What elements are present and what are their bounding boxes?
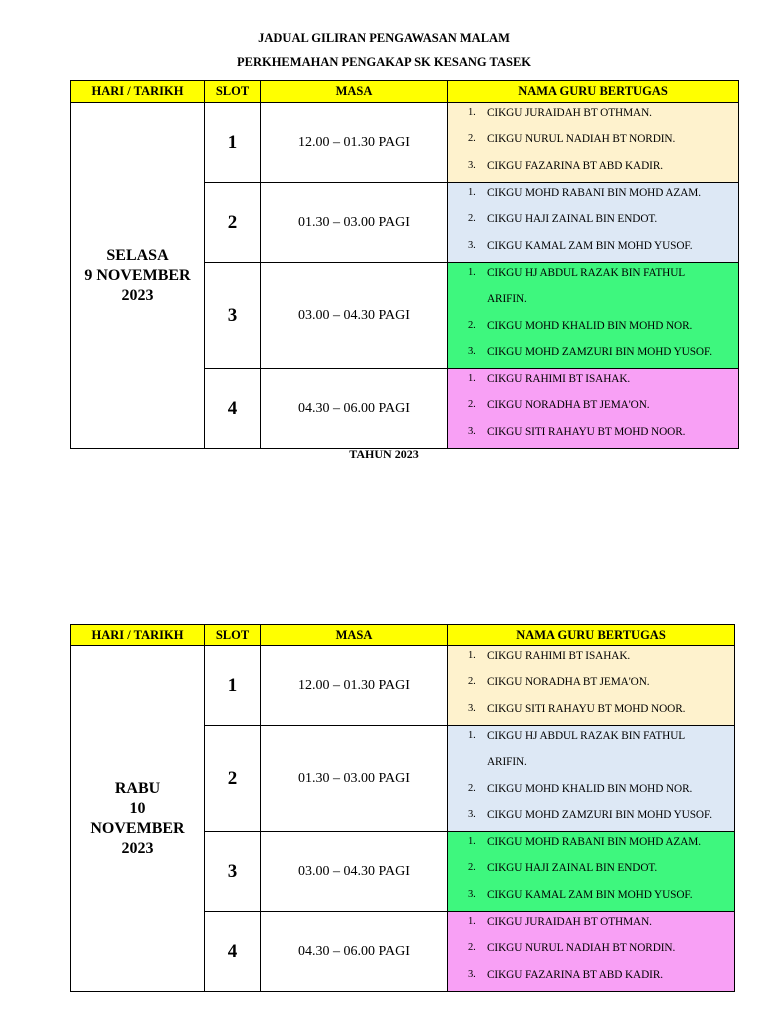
list-item: 3. CIKGU FAZARINA BT ABD KADIR. xyxy=(468,968,663,981)
slot-time: 03.00 – 04.30 PAGI xyxy=(261,832,448,912)
schedule-table-selasa xyxy=(70,80,739,449)
teacher-list xyxy=(448,263,739,369)
slot-number: 4 xyxy=(205,912,261,992)
teacher-list xyxy=(448,369,739,449)
slot-time: 03.00 – 04.30 PAGI xyxy=(261,263,448,369)
slot-number: 1 xyxy=(205,646,261,726)
day-date-cell xyxy=(71,103,205,449)
list-item: 3. CIKGU KAMAL ZAM BIN MOHD YUSOF. xyxy=(468,239,693,252)
teacher-list xyxy=(448,832,735,912)
slot-number: 4 xyxy=(205,369,261,449)
list-item: 1. CIKGU HJ ABDUL RAZAK BIN FATHUL xyxy=(468,729,686,742)
header-time: MASA xyxy=(261,625,448,646)
teacher-list xyxy=(448,183,739,263)
header-names: NAMA GURU BERTUGAS xyxy=(448,625,735,646)
list-item: 1. CIKGU MOHD RABANI BIN MOHD AZAM. xyxy=(468,186,701,199)
day-name: RABU xyxy=(114,779,161,797)
slot-time: 04.30 – 06.00 PAGI xyxy=(261,369,448,449)
teacher-list xyxy=(448,646,735,726)
header-day: HARI / TARIKH xyxy=(71,625,205,646)
list-item: 1. CIKGU RAHIMI BT ISAHAK. xyxy=(468,649,631,662)
day-date: 9 NOVEMBER xyxy=(84,266,191,284)
list-item: 1. CIKGU JURAIDAH BT OTHMAN. xyxy=(468,106,652,119)
header-day: HARI / TARIKH xyxy=(71,81,205,103)
teacher-list xyxy=(448,726,735,832)
list-item: 3. CIKGU MOHD ZAMZURI BIN MOHD YUSOF. xyxy=(468,346,712,358)
list-item-continuation: ARIFIN. xyxy=(487,293,527,305)
list-item: 2. CIKGU NURUL NADIAH BT NORDIN. xyxy=(468,942,676,955)
list-item: 3. CIKGU SITI RAHAYU BT MOHD NOOR. xyxy=(468,702,686,715)
list-item: 3. CIKGU FAZARINA BT ABD KADIR. xyxy=(468,159,663,172)
list-item: 3. CIKGU MOHD ZAMZURI BIN MOHD YUSOF. xyxy=(468,809,712,821)
list-item: 2. CIKGU HAJI ZAINAL BIN ENDOT. xyxy=(468,862,658,875)
list-item: 1. CIKGU MOHD RABANI BIN MOHD AZAM. xyxy=(468,835,701,848)
list-item: 2. CIKGU NORADHA BT JEMA'ON. xyxy=(468,399,650,412)
list-item: 1. CIKGU JURAIDAH BT OTHMAN. xyxy=(468,915,652,928)
day-year: 2023 xyxy=(121,839,154,857)
day-name: SELASA xyxy=(106,246,169,264)
slot-time: 01.30 – 03.00 PAGI xyxy=(261,726,448,832)
list-item: 1. CIKGU RAHIMI BT ISAHAK. xyxy=(468,372,631,385)
slot-number: 1 xyxy=(205,103,261,183)
table-row xyxy=(71,646,735,726)
slot-time: 01.30 – 03.00 PAGI xyxy=(261,183,448,263)
document-subtitle: PERKHEMAHAN PENGAKAP SK KESANG TASEK xyxy=(236,55,532,69)
slot-time: 12.00 – 01.30 PAGI xyxy=(261,103,448,183)
teacher-list xyxy=(448,912,735,992)
list-item: 3. CIKGU SITI RAHAYU BT MOHD NOOR. xyxy=(468,425,686,438)
slot-number: 2 xyxy=(205,183,261,263)
document-title: JADUAL GILIRAN PENGAWASAN MALAM xyxy=(258,31,510,45)
year-caption: TAHUN 2023 xyxy=(349,447,419,461)
list-item: 2. CIKGU MOHD KHALID BIN MOHD NOR. xyxy=(468,782,693,795)
table-header-row xyxy=(71,81,739,103)
table-header-row xyxy=(71,625,735,646)
list-item: 2. CIKGU NORADHA BT JEMA'ON. xyxy=(468,676,650,689)
slot-time: 04.30 – 06.00 PAGI xyxy=(261,912,448,992)
list-item: 2. CIKGU NURUL NADIAH BT NORDIN. xyxy=(468,133,676,146)
day-year: 2023 xyxy=(121,286,154,304)
day-month: NOVEMBER xyxy=(90,819,185,837)
slot-number: 3 xyxy=(205,832,261,912)
header-names: NAMA GURU BERTUGAS xyxy=(448,81,739,103)
list-item-continuation: ARIFIN. xyxy=(487,756,527,768)
header-slot: SLOT xyxy=(205,81,261,103)
slot-time: 12.00 – 01.30 PAGI xyxy=(261,646,448,726)
slot-number: 3 xyxy=(205,263,261,369)
table-row xyxy=(71,103,739,183)
header-time: MASA xyxy=(261,81,448,103)
day-date-cell xyxy=(71,646,205,992)
list-item: 2. CIKGU MOHD KHALID BIN MOHD NOR. xyxy=(468,319,693,332)
list-item: 3. CIKGU KAMAL ZAM BIN MOHD YUSOF. xyxy=(468,888,693,901)
list-item: 1. CIKGU HJ ABDUL RAZAK BIN FATHUL xyxy=(468,266,686,279)
schedule-table-rabu xyxy=(70,624,735,992)
day-date: 10 xyxy=(129,799,146,817)
header-slot: SLOT xyxy=(205,625,261,646)
list-item: 2. CIKGU HAJI ZAINAL BIN ENDOT. xyxy=(468,213,658,226)
slot-number: 2 xyxy=(205,726,261,832)
teacher-list xyxy=(448,103,739,183)
